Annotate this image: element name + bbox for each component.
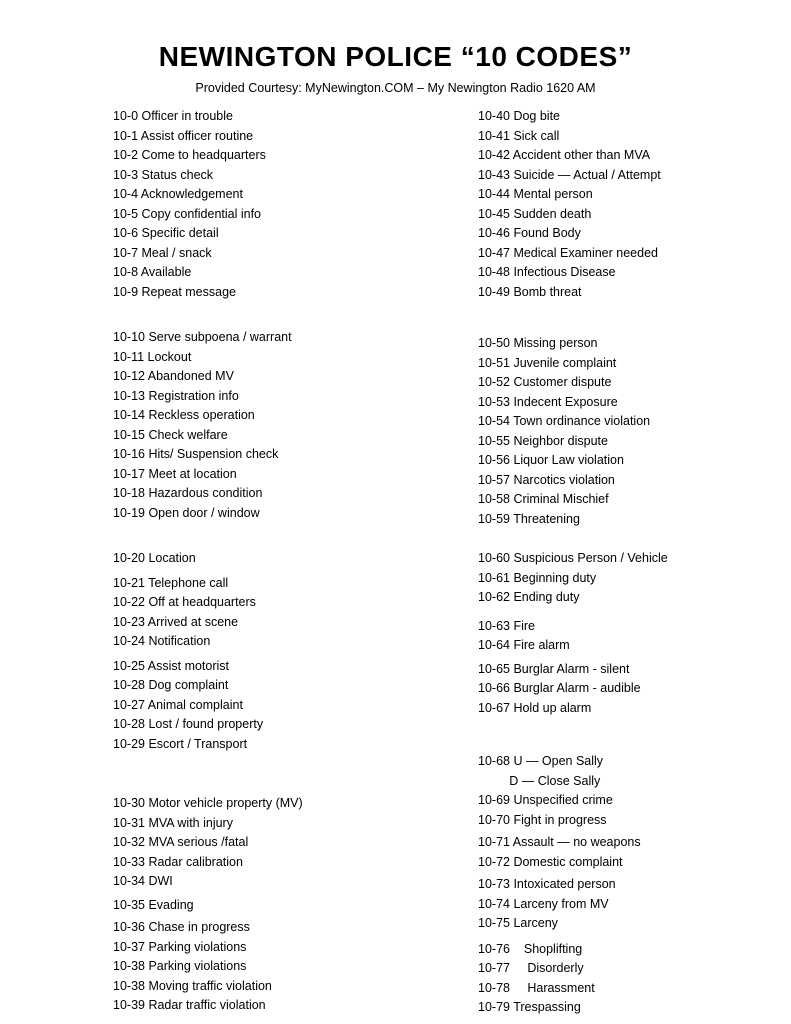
code-line: 10-54 Town ordinance violation (478, 414, 651, 428)
code-line: 10-19 Open door / window (113, 505, 260, 520)
code-line: 10-12 Abandoned MV (113, 369, 234, 383)
code-line: 10-43 Suicide — Actual / Attempt (478, 167, 661, 182)
code-line: 10-60 Suspicious Person / Vehicle (478, 551, 668, 565)
code-line: 10-47 Medical Examiner needed (478, 245, 658, 260)
page-title: NEWINGTON POLICE “10 CODES” (158, 41, 633, 72)
code-line: 10-15 Check welfare (113, 427, 228, 442)
code-line: 10-78 Harassment (478, 980, 595, 995)
code-line: 10-68 U — Open Sally (478, 754, 604, 768)
code-group (113, 794, 478, 1016)
code-group (113, 549, 478, 754)
code-line: 10-59 Threatening (478, 511, 580, 526)
code-line: 10-24 Notification (113, 634, 211, 648)
code-line: 10-72 Domestic complaint (478, 854, 623, 869)
code-line: 10-39 Radar traffic violation (113, 998, 266, 1012)
code-line: 10-10 Serve subpoena / warrant (113, 330, 292, 344)
codes-column-left (113, 107, 478, 1018)
code-line: 10-34 DWI (113, 874, 173, 888)
code-group (478, 334, 778, 529)
code-line: 10-40 Dog bite (478, 109, 561, 123)
code-line: 10-64 Fire alarm (478, 638, 570, 652)
code-line: 10-49 Bomb threat (478, 284, 582, 299)
code-line: 10-11 Lockout (113, 349, 192, 364)
code-line: 10-28 Lost / found property (113, 717, 264, 731)
code-line: 10-76 Shoplifting (478, 941, 583, 956)
code-line: 10-79 Trespassing (478, 1000, 581, 1014)
code-line: 10-70 Fight in progress (478, 812, 607, 827)
code-line: 10-56 Liquor Law violation (478, 453, 624, 467)
code-line: 10-58 Criminal Mischief (478, 492, 609, 506)
code-line: 10-21 Telephone call (113, 575, 229, 590)
code-line: 10-18 Hazardous condition (113, 486, 263, 500)
code-line: 10-41 Sick call (478, 128, 560, 143)
code-line: 10-22 Off at headquarters (113, 595, 256, 609)
code-line: D — Close Sally (478, 773, 601, 788)
code-line: 10-27 Animal complaint (113, 697, 243, 712)
code-line: 10-29 Escort / Transport (113, 736, 248, 751)
code-line: 10-57 Narcotics violation (478, 472, 615, 487)
page-subtitle: Provided Courtesy: MyNewington.COM – My Newington Radio 1620 AM (195, 81, 596, 95)
code-group (113, 328, 478, 523)
code-line: 10-33 Radar calibration (113, 854, 243, 869)
code-group (113, 107, 478, 302)
code-line: 10-75 Larceny (478, 916, 558, 930)
code-line: 10-1 Assist officer routine (113, 128, 254, 143)
code-line: 10-61 Beginning duty (478, 570, 597, 585)
code-line: 10-6 Specific detail (113, 226, 219, 240)
code-line: 10-13 Registration info (113, 388, 239, 403)
code-line: 10-32 MVA serious /fatal (113, 835, 249, 849)
code-line: 10-55 Neighbor dispute (478, 433, 608, 448)
code-line: 10-31 MVA with injury (113, 815, 233, 830)
code-line: 10-14 Reckless operation (113, 408, 255, 422)
code-line: 10-9 Repeat message (113, 284, 236, 299)
code-line: 10-44 Mental person (478, 187, 593, 201)
code-line: 10-35 Evading (113, 897, 194, 912)
code-line: 10-36 Chase in progress (113, 920, 250, 934)
code-line: 10-74 Larceny from MV (478, 896, 609, 911)
code-line: 10-5 Copy confidential info (113, 206, 262, 221)
code-line: 10-52 Customer dispute (478, 375, 612, 389)
codes-column-right (478, 107, 778, 1018)
codes-columns (0, 107, 791, 1018)
code-line: 10-51 Juvenile complaint (478, 355, 617, 370)
code-line: 10-73 Intoxicated person (478, 877, 616, 891)
code-line: 10-16 Hits/ Suspension check (113, 447, 279, 461)
code-line: 10-4 Acknowledgement (113, 187, 243, 201)
code-line: 10-37 Parking violations (113, 939, 247, 954)
code-line: 10-65 Burglar Alarm - silent (478, 661, 630, 676)
code-group (478, 549, 778, 718)
code-line: 10-25 Assist motorist (113, 658, 230, 673)
code-line: 10-66 Burglar Alarm - audible (478, 681, 641, 695)
code-group (478, 752, 778, 1018)
code-line: 10-38 Moving traffic violation (113, 978, 272, 993)
code-line: 10-20 Location (113, 551, 196, 565)
code-line: 10-45 Sudden death (478, 206, 592, 221)
code-line: 10-63 Fire (478, 618, 535, 633)
code-line: 10-30 Motor vehicle property (MV) (113, 796, 303, 810)
code-line: 10-0 Officer in trouble (113, 109, 233, 123)
code-line: 10-38 Parking violations (113, 959, 247, 973)
code-line: 10-42 Accident other than MVA (478, 148, 651, 162)
code-line: 10-53 Indecent Exposure (478, 394, 618, 409)
code-line: 10-17 Meet at location (113, 466, 237, 481)
code-line: 10-2 Come to headquarters (113, 148, 266, 162)
code-line: 10-62 Ending duty (478, 590, 580, 604)
code-line: 10-71 Assault — no weapons (478, 835, 641, 849)
code-line: 10-48 Infectious Disease (478, 265, 616, 279)
code-line: 10-23 Arrived at scene (113, 614, 239, 629)
code-line: 10-46 Found Body (478, 226, 581, 240)
code-line: 10-67 Hold up alarm (478, 700, 592, 715)
code-line: 10-77 Disorderly (478, 961, 584, 975)
code-line: 10-69 Unspecified crime (478, 793, 613, 807)
code-line: 10-7 Meal / snack (113, 245, 212, 260)
code-group (478, 107, 778, 302)
code-line: 10-50 Missing person (478, 336, 598, 350)
code-line: 10-28 Dog complaint (113, 678, 229, 692)
code-line: 10-3 Status check (113, 167, 214, 182)
code-line: 10-8 Available (113, 265, 192, 279)
